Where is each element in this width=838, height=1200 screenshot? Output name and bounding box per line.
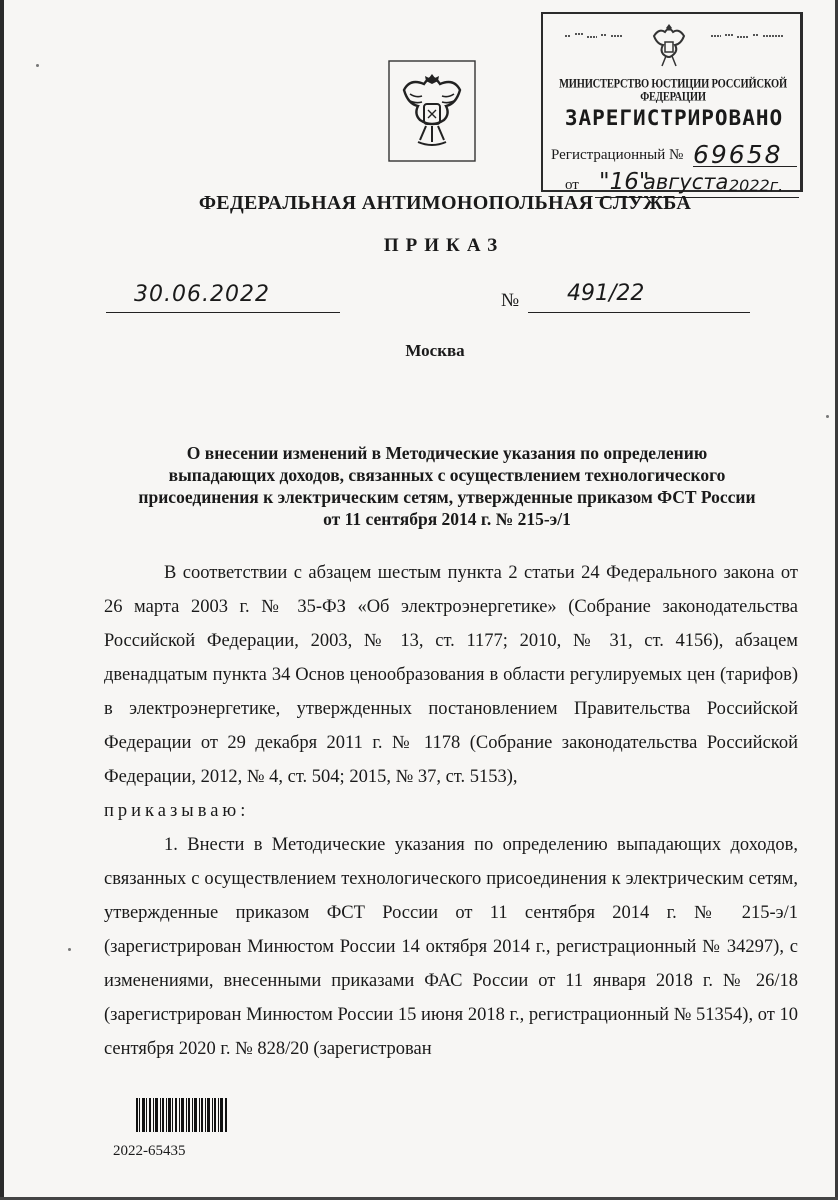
stamp-date-year: 2022г. (729, 176, 784, 195)
subject-line: от 11 сентября 2014 г. № 215-э/1 (323, 509, 571, 529)
scan-speck (68, 948, 71, 951)
order-title: ПРИКАЗ (383, 235, 505, 256)
stamp-emblem-icon (648, 20, 690, 70)
stamp-smudge-right (711, 30, 787, 42)
order-subject (102, 442, 792, 530)
stamp-registration-label: Регистрационный № (551, 147, 684, 163)
subject-line: О внесении изменений в Методические указания по определению (186, 443, 708, 463)
order-body (104, 556, 798, 1066)
scan-speck (36, 64, 39, 67)
barcode-icon (136, 1098, 228, 1132)
clause-1-paragraph: 1. Внести в Методические указания по определению выпадающих доходов, связанных с осуществлением технологического присоединения к электрическим сетям, утвержденные приказом ФСТ России от 11 сентября 2014 г. № 215-э/1 (зарегистрирован Минюстом России 14 октября 2014 г., регистрационный № 34297), с изменениями, внесенными приказами ФАС России от 11 января 2018 г. № 26/18 (зарегистрирован Минюстом России 15 июня 2018 г., регистрационный № 51354), от 10 сентября 2020 г. № 828/20 (зарегистрован (104, 835, 798, 1059)
scan-edge-left (0, 0, 4, 1200)
stamp-ministry-text: МИНИСТЕРСТВО ЮСТИЦИИ РОССИЙСКОЙ ФЕДЕРАЦИИ (559, 77, 787, 105)
stamp-smudge-left (565, 30, 625, 42)
order-number-handwritten: 491/22 (567, 281, 645, 306)
orders-word: приказываю: (104, 801, 250, 821)
order-date-handwritten: 30.06.2022 (134, 282, 270, 307)
order-number-sign: № (501, 290, 520, 311)
stamp-number-underline (693, 166, 797, 167)
order-date-underline (106, 312, 340, 313)
document-code: 2022-65435 (113, 1143, 186, 1159)
stamp-date-day: "16" (599, 169, 650, 195)
stamp-registered-text: ЗАРЕГИСТРИРОВАНО (564, 106, 784, 130)
subject-line: присоединения к электрическим сетям, утвержденные приказом ФСТ России (138, 487, 756, 507)
stamp-from-label: от (565, 177, 579, 193)
city-name: Москва (405, 341, 465, 360)
stamp-date-month: августа (643, 170, 729, 194)
agency-title: ФЕДЕРАЛЬНАЯ АНТИМОНОПОЛЬНАЯ СЛУЖБА (198, 192, 692, 214)
scan-speck (826, 415, 829, 418)
state-emblem-icon (388, 60, 476, 162)
stamp-registration-number: 69658 (693, 140, 783, 169)
registration-stamp (541, 12, 803, 195)
order-number-underline (528, 312, 750, 313)
preamble-paragraph: В соответствии с абзацем шестым пункта 2 статьи 24 Федерального закона от 26 марта 2003 г. № 35-ФЗ «Об электроэнергетике» (Собрание законодательства Российской Федерации, 2003, № 13, ст. 1177; 2010, № 31, ст. 4156), абзацем двенадцатым пункта 34 Основ ценообразования в области регулируемых цен (тарифов) в электроэнергетике, утвержденных постановлением Правительства Российской Федерации от 29 декабря 2011 г. № 1178 (Собрание законодательства Российской Федерации, 2012, № 4, ст. 504; 2015, № 37, ст. 5153), (104, 563, 798, 787)
subject-line: выпадающих доходов, связанных с осуществлением технологического (168, 465, 726, 485)
